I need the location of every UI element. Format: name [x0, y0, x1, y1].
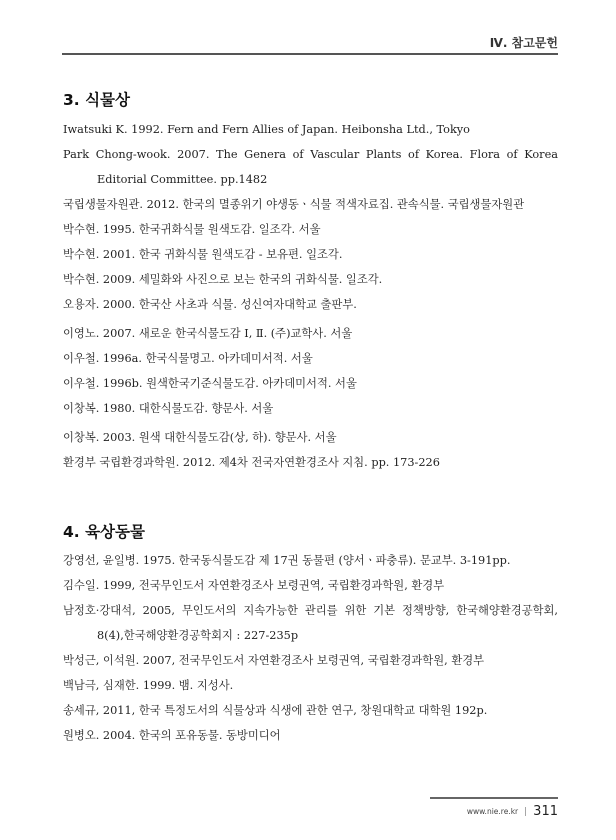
chapter-label: Ⅳ. 참고문헌: [489, 36, 558, 50]
reference-item: 박수현. 1995. 한국귀화식물 원색도감. 일조각. 서울: [63, 223, 321, 236]
reference-item: 오용자. 2000. 한국산 사초과 식물. 성신여자대학교 출판부.: [63, 298, 357, 311]
reference-item: 김수일. 1999, 전국무인도서 자연환경조사 보령권역, 국립환경과학원, 환경부: [63, 579, 445, 592]
reference-item: Park Chong-wook. 2007. The Genera of Vascular Plants of Korea. Flora of Korea Editorial Committee. pp.1482: [63, 148, 558, 186]
reference-item: 이창복. 1980. 대한식물도감. 향문사. 서울: [63, 402, 274, 415]
reference-item: 이우철. 1996a. 한국식물명고. 아카데미서적. 서울: [63, 352, 313, 365]
reference-item: 송세규, 2011, 한국 특정도서의 식물상과 식생에 관한 연구, 창원대학교 대학원 192p.: [63, 704, 488, 717]
header-rule: [62, 53, 558, 55]
section-title-flora: 3. 식물상: [63, 91, 130, 109]
reference-item: 이창복. 2003. 원색 대한식물도감(상, 하). 향문사. 서울: [63, 431, 337, 444]
reference-item: 박수현. 2009. 세밀화와 사진으로 보는 한국의 귀화식물. 일조각.: [63, 273, 383, 286]
reference-item: 백남극, 심재한. 1999. 뱀. 지성사.: [63, 679, 234, 692]
section-title-terrestrial-animals: 4. 육상동물: [63, 523, 145, 541]
reference-item: 박수현. 2001. 한국 귀화식물 원색도감 - 보유편. 일조각.: [63, 248, 343, 261]
reference-item: 원병오. 2004. 한국의 포유동물. 동방미디어: [63, 729, 281, 742]
reference-list-terrestrial-animals: [63, 548, 558, 748]
footer-separator: |: [524, 806, 528, 817]
reference-item: 이우철. 1996b. 원색한국기준식물도감. 아카데미서적. 서울: [63, 377, 357, 390]
footer-rule: [430, 797, 558, 799]
reference-item: 강영선, 윤일병. 1975. 한국동식물도감 제 17권 동물편 (양서ㆍ파충류). 문교부. 3-191pp.: [63, 554, 511, 567]
page-number: 311: [533, 804, 558, 819]
reference-item: 박성근, 이석원. 2007, 전국무인도서 자연환경조사 보령권역, 국립환경과학원, 환경부: [63, 654, 485, 667]
reference-item: Iwatsuki K. 1992. Fern and Fern Allies of Japan. Heibonsha Ltd., Tokyo: [63, 123, 470, 136]
footer-url: www.nie.re.kr: [466, 807, 519, 816]
reference-list-flora: [63, 117, 558, 475]
reference-item: 남정호·강대석, 2005, 무인도서의 지속가능한 관리를 위한 기본 정책방향, 한국해양환경공학회, 8(4),한국해양환경공학회지 : 227-235p: [63, 604, 558, 642]
reference-item: 환경부 국립환경과학원. 2012. 제4차 전국자연환경조사 지침. pp. 173-226: [63, 456, 440, 469]
reference-item: 이영노. 2007. 새로운 한국식물도감 Ⅰ, Ⅱ. (주)교학사. 서울: [63, 327, 353, 340]
page-footer: [467, 804, 558, 819]
reference-item: 국립생물자원관. 2012. 한국의 멸종위기 야생동ㆍ식물 적색자료집. 관속식물. 국립생물자원관: [63, 198, 525, 211]
